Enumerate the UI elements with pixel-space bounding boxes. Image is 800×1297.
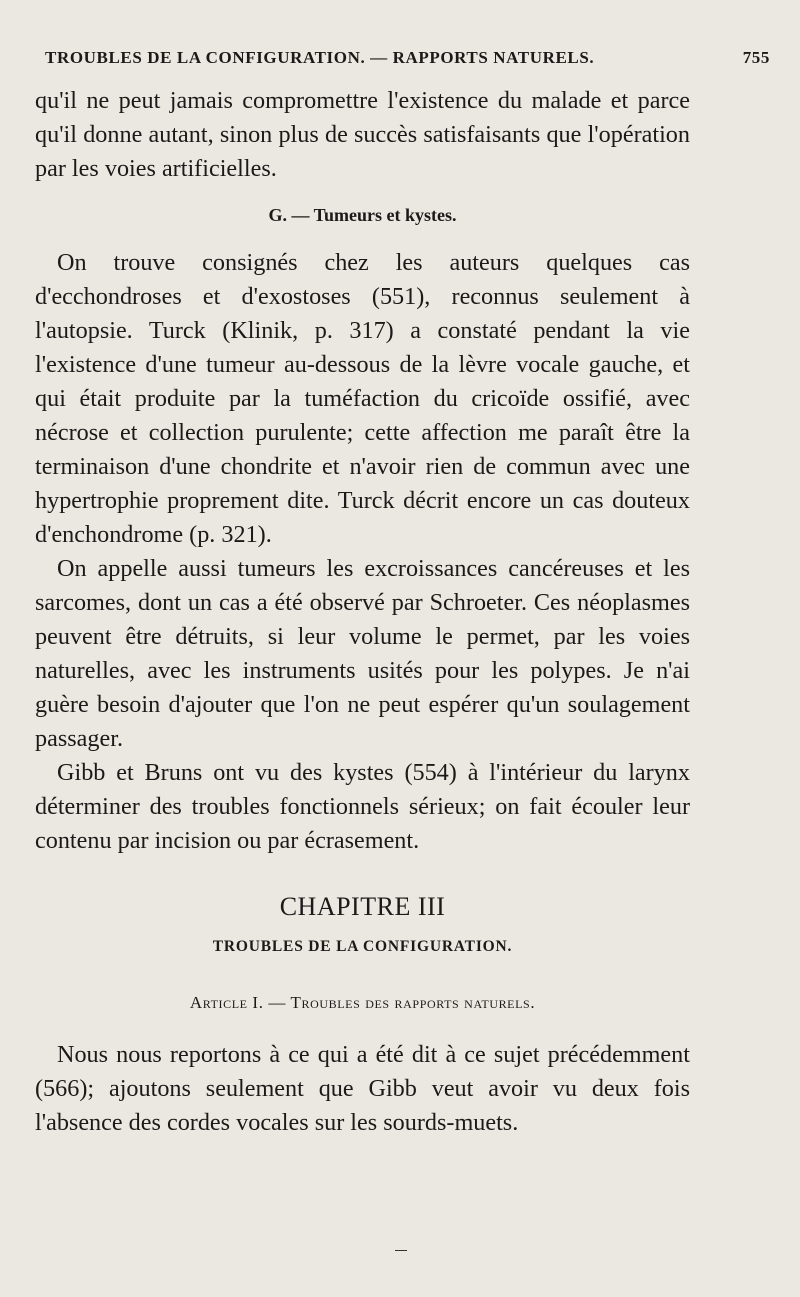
paragraph: Nous nous reportons à ce qui a été dit à ce sujet précédemment (566); ajoutons seulement que Gibb veut avoir vu deux fois l'absence des cordes vocales sur les sourds-muets. <box>35 1041 690 1136</box>
page-number: 755 <box>742 48 770 67</box>
running-title: TROUBLES DE LA CONFIGURATION. — RAPPORTS NATURELS. <box>45 48 595 67</box>
article-heading-text: Article I. — Troubles des rapports naturels. <box>189 993 536 1012</box>
paragraph-continued: qu'il ne peut jamais compromettre l'existence du malade et parce qu'il donne autant, sinon plus de succès satisfaisants que l'opération par les voies artificielles. <box>35 87 690 182</box>
paragraph: On appelle aussi tumeurs les excroissances cancéreuses et les sarcomes, dont un cas a été observé par Schroeter. Ces néoplasmes peuvent être détruits, si leur volume le permet, par les voies naturelles, avec les instruments usités pour les polypes. Je n'ai guère besoin d'ajouter que l'on ne peut espérer qu'un soulagement passager. <box>35 555 690 752</box>
paragraph: Gibb et Bruns ont vu des kystes (554) à l'intérieur du larynx déterminer des troubles fonctionnels sérieux; on fait écouler leur contenu par incision ou par écrasement. <box>35 759 690 854</box>
section-heading: G. — Tumeurs et kystes. <box>268 205 457 225</box>
footer-dash <box>395 1250 407 1251</box>
chapter-heading: CHAPITRE III <box>279 892 446 921</box>
article-heading <box>35 986 690 1020</box>
paragraph: On trouve consignés chez les auteurs quelques cas d'ecchondroses et d'exostoses (551), reconnus seulement à l'autopsie. Turck (Klinik, p. 317) a constaté pendant la vie l'existence d'une tumeur au-dessous de la lèvre vocale gauche, et qui était produite par la tuméfaction du cricoïde ossifié, avec nécrose et collection purulente; cette affection me paraît être la terminaison d'une chondrite et n'avoir rien de commun avec une hypertrophie proprement dite. Turck décrit encore un cas douteux d'enchondrome (p. 321). <box>35 249 690 548</box>
running-header <box>45 48 770 68</box>
chapter-subtitle: TROUBLES DE LA CONFIGURATION. <box>212 938 513 955</box>
main-text <box>35 84 690 1140</box>
